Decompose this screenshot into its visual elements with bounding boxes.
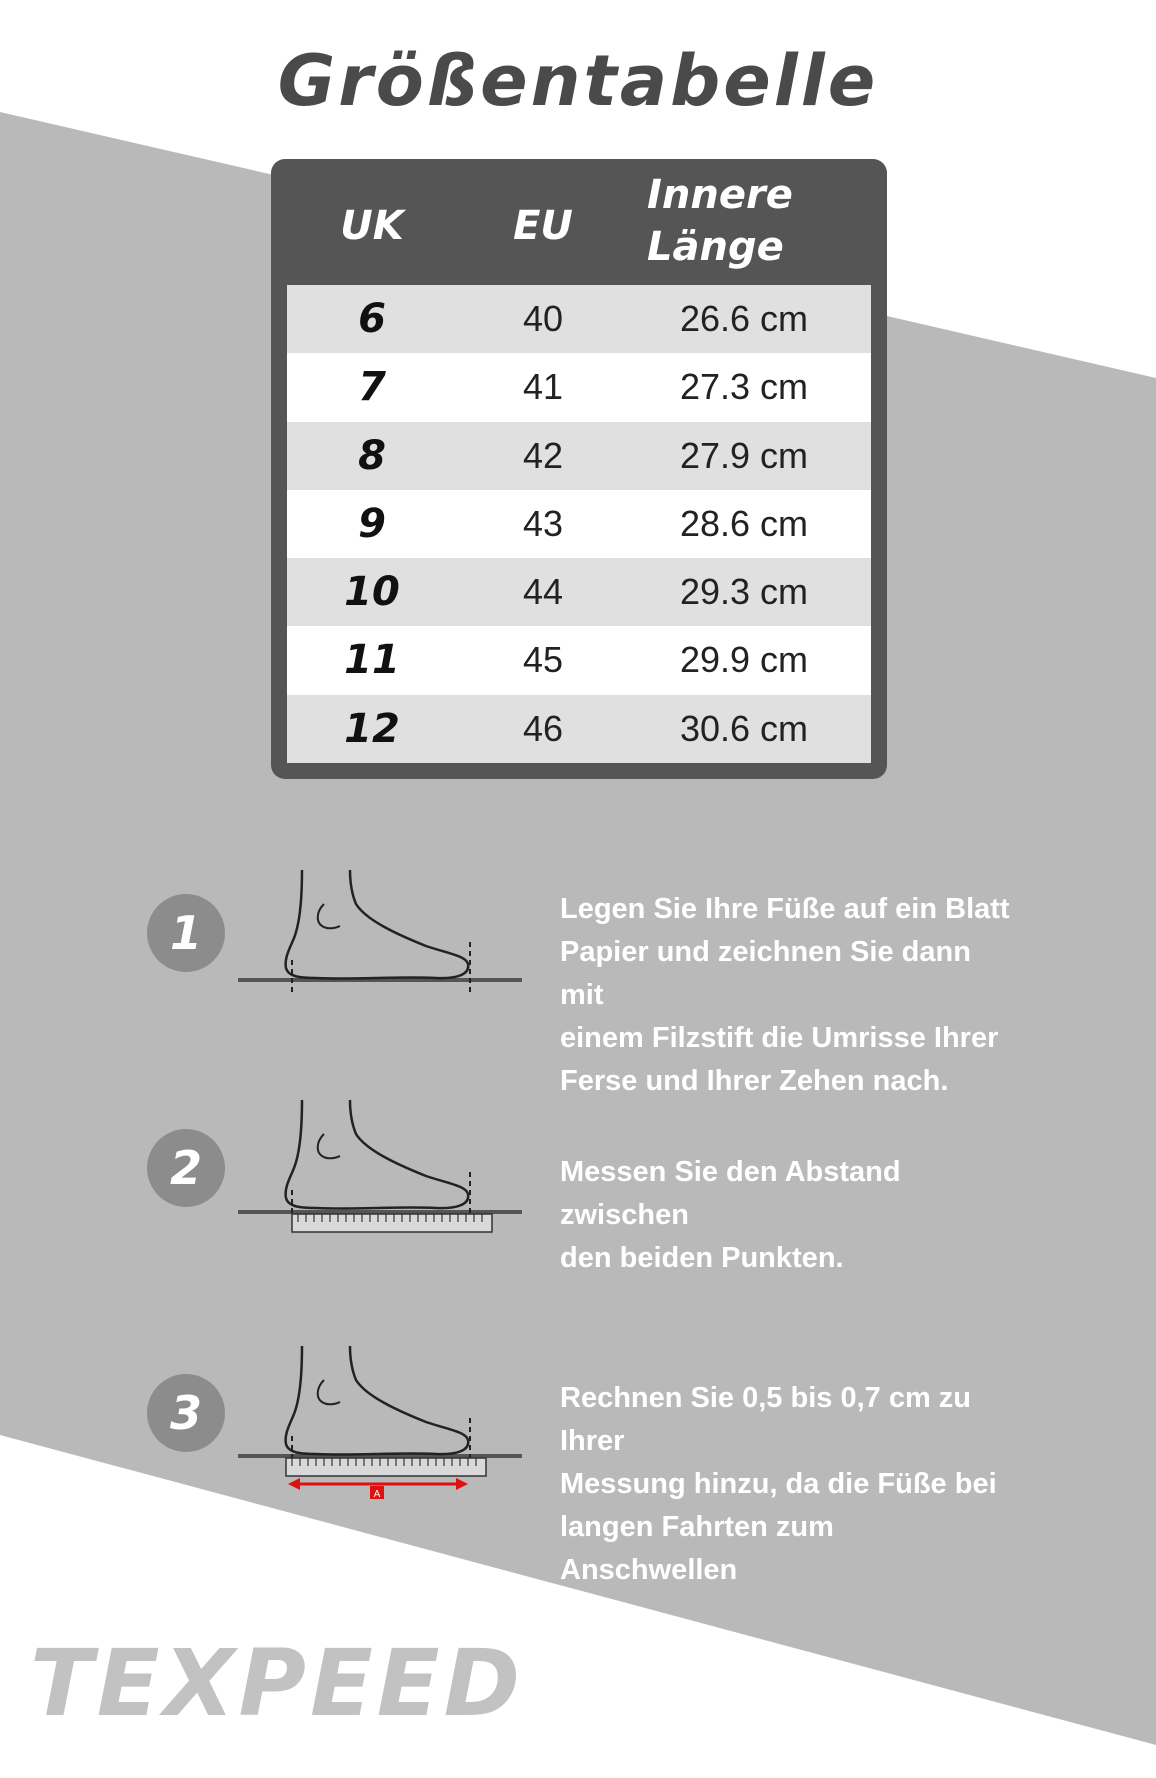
header-eu: EU xyxy=(513,203,573,249)
cell-uk: 8 xyxy=(358,432,386,479)
table-row xyxy=(287,490,871,558)
cell-length: 28.6 cm xyxy=(679,502,809,544)
table-row xyxy=(287,353,871,421)
cell-uk: 7 xyxy=(358,364,386,411)
table-row xyxy=(287,422,871,490)
cell-length: 30.6 cm xyxy=(679,707,809,749)
cell-eu: 40 xyxy=(522,298,564,339)
measure-label: A xyxy=(373,1489,381,1500)
step-text-line: Messung hinzu, da die Füße bei xyxy=(560,1468,997,1500)
cell-eu: 43 xyxy=(522,502,564,544)
cell-eu: 46 xyxy=(522,707,564,749)
cell-uk: 12 xyxy=(344,705,400,752)
cell-eu: 42 xyxy=(522,434,564,476)
step-text-line: Legen Sie Ihre Füße auf ein Blatt xyxy=(560,893,1010,925)
cell-uk: 9 xyxy=(358,500,386,547)
table-row xyxy=(287,695,871,763)
cell-length: 29.9 cm xyxy=(679,639,809,681)
foot-outline-illustration xyxy=(236,868,526,998)
cell-uk: 11 xyxy=(344,637,400,684)
step-2-badge: 2 xyxy=(147,1129,225,1207)
step-text-line: den beiden Punkten. xyxy=(560,1242,844,1274)
step-3-text xyxy=(560,1377,1010,1592)
step-1-badge: 1 xyxy=(147,894,225,972)
step-text-line: Messen Sie den Abstand zwischen xyxy=(560,1156,901,1231)
foot-ruler-illustration xyxy=(236,1098,526,1238)
brand-logo: TEXPEED xyxy=(30,1630,525,1737)
header-length-line2: Länge xyxy=(647,224,784,270)
table-body xyxy=(287,285,871,763)
step-1-text xyxy=(560,888,1010,1103)
foot-measure-illustration xyxy=(236,1344,526,1504)
header-length-line1: Innere xyxy=(647,172,793,218)
step-text-line: einem Filzstift die Umrisse Ihrer xyxy=(560,1022,999,1054)
cell-length: 27.9 cm xyxy=(679,434,809,476)
cell-length: 26.6 cm xyxy=(679,298,809,339)
table-header xyxy=(287,159,871,285)
cell-length: 27.3 cm xyxy=(679,366,809,408)
size-table xyxy=(271,159,887,779)
table-row xyxy=(287,285,871,353)
cell-eu: 45 xyxy=(522,639,564,681)
cell-length: 29.3 cm xyxy=(679,571,809,613)
cell-eu: 41 xyxy=(522,366,564,408)
step-text-line: Rechnen Sie 0,5 bis 0,7 cm zu Ihrer xyxy=(560,1382,971,1457)
cell-uk: 10 xyxy=(344,569,400,616)
header-uk: UK xyxy=(340,203,404,249)
table-row xyxy=(287,558,871,626)
cell-eu: 44 xyxy=(522,571,564,613)
step-text-line: Papier und zeichnen Sie dann mit xyxy=(560,936,971,1011)
header-inner-length xyxy=(647,169,877,273)
page-title: Größentabelle xyxy=(277,40,879,122)
step-3-badge: 3 xyxy=(147,1374,225,1452)
step-2-text xyxy=(560,1151,1010,1280)
cell-uk: 6 xyxy=(358,296,386,342)
table-row xyxy=(287,626,871,694)
step-text-line: Ferse und Ihrer Zehen nach. xyxy=(560,1065,949,1097)
step-text-line: langen Fahrten zum Anschwellen xyxy=(560,1511,834,1586)
